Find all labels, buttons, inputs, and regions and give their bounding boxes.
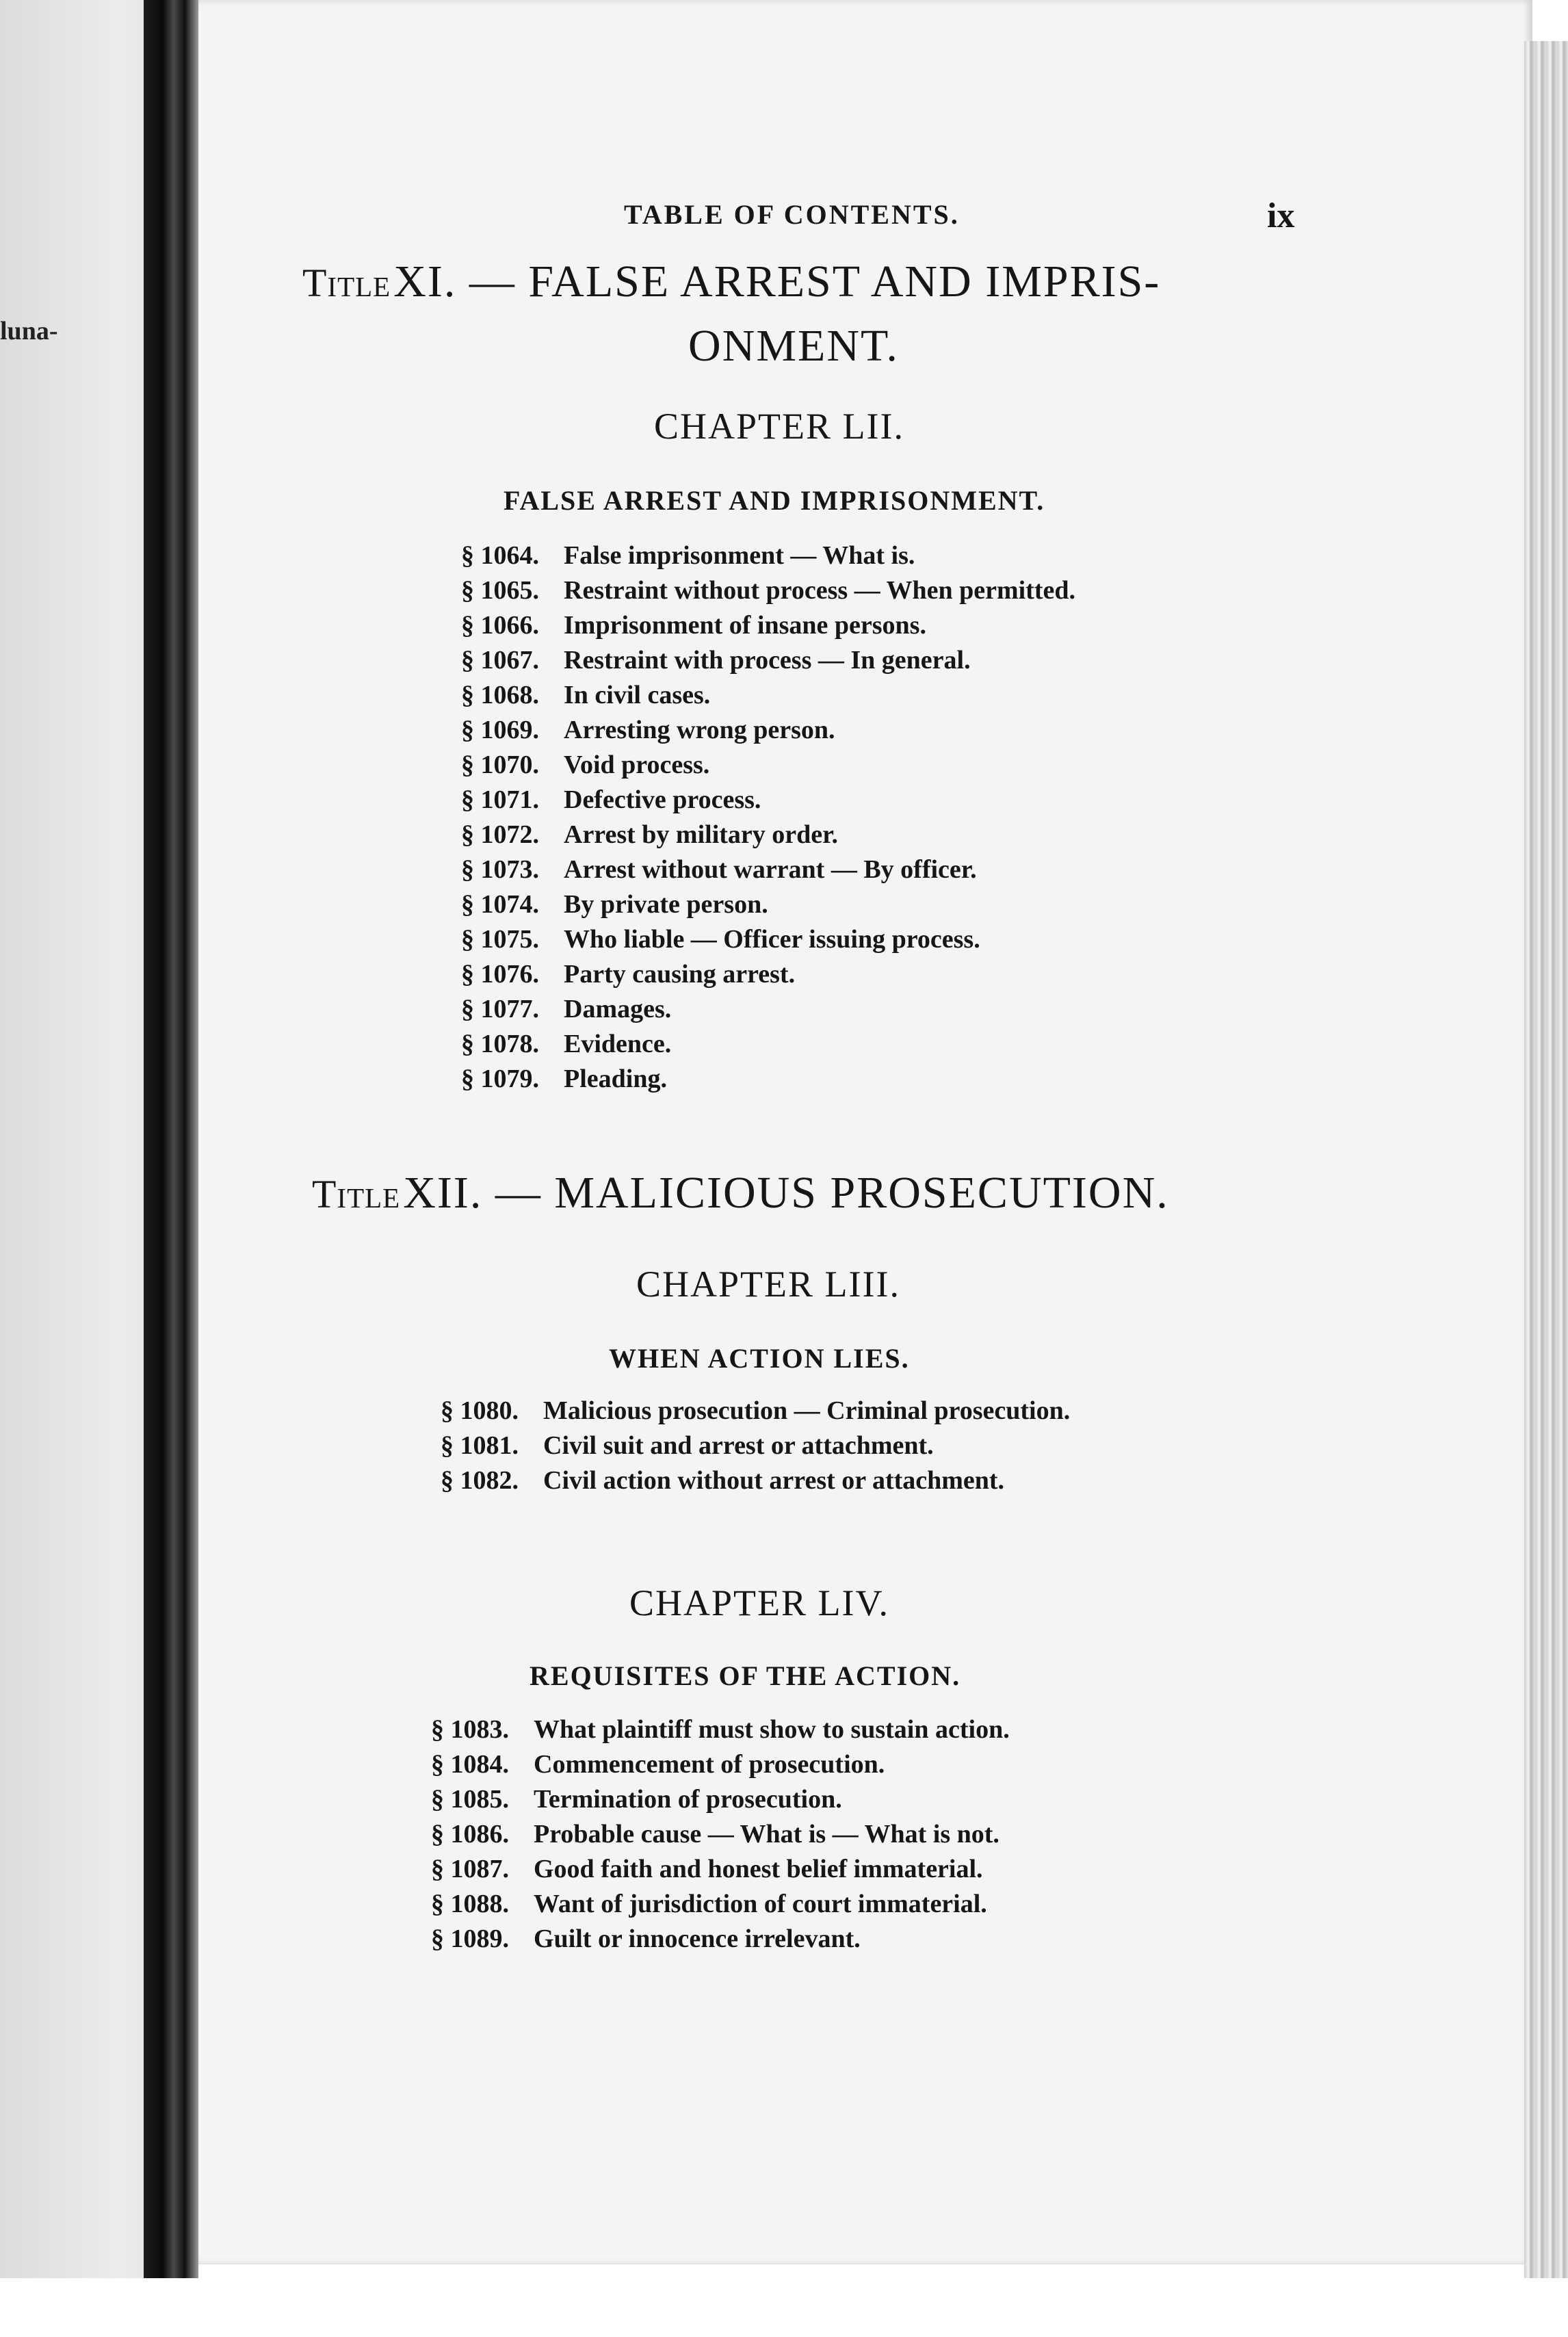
section-title: Defective process. xyxy=(564,785,761,814)
section-title: Party causing arrest. xyxy=(564,960,796,989)
toc-row[interactable] xyxy=(431,1924,1010,1959)
section-title: Who liable — Officer issuing process. xyxy=(564,925,980,954)
toc-row[interactable] xyxy=(441,1396,1070,1431)
chapter-lii-section-list xyxy=(461,540,1075,1099)
title-xii-heading xyxy=(312,1167,1169,1219)
toc-row[interactable] xyxy=(461,1064,1075,1099)
section-title: Imprisonment of insane persons. xyxy=(564,611,926,640)
toc-row[interactable] xyxy=(461,715,1075,750)
section-number: § 1084. xyxy=(431,1750,509,1779)
book-spine xyxy=(144,0,198,2337)
toc-row[interactable] xyxy=(461,750,1075,785)
toc-row[interactable] xyxy=(441,1431,1070,1465)
toc-row[interactable] xyxy=(461,680,1075,715)
title-xi-heading xyxy=(302,256,1160,308)
section-number: § 1070. xyxy=(461,750,539,779)
section-number: § 1081. xyxy=(441,1431,519,1460)
section-number: § 1078. xyxy=(461,1030,539,1058)
toc-row[interactable] xyxy=(461,889,1075,924)
chapter-lii-heading: CHAPTER LII. xyxy=(654,406,904,447)
section-number: § 1065. xyxy=(461,576,539,605)
toc-row[interactable] xyxy=(431,1819,1010,1854)
title-text: XI. — FALSE ARREST AND IMPRIS- xyxy=(393,257,1161,306)
section-title: Guilt or innocence irrelevant. xyxy=(534,1924,861,1953)
toc-row[interactable] xyxy=(441,1465,1070,1500)
toc-row[interactable] xyxy=(461,575,1075,610)
title-label: Title xyxy=(312,1172,401,1216)
chapter-liii-section-list xyxy=(441,1396,1070,1500)
section-title: Arrest without warrant — By officer. xyxy=(564,855,977,884)
section-title: Civil suit and arrest or attachment. xyxy=(543,1431,934,1460)
title-label: Title xyxy=(302,261,391,305)
section-title: Damages. xyxy=(564,995,672,1023)
toc-row[interactable] xyxy=(461,1029,1075,1064)
chapter-liv-section-list xyxy=(431,1714,1010,1959)
section-title: Restraint without process — When permitted. xyxy=(564,576,1075,605)
chapter-liii-heading: CHAPTER LIII. xyxy=(636,1264,900,1305)
section-number: § 1080. xyxy=(441,1396,519,1425)
section-number: § 1085. xyxy=(431,1785,509,1814)
chapter-lii-caption: FALSE ARREST AND IMPRISONMENT. xyxy=(504,485,1045,516)
section-number: § 1087. xyxy=(431,1855,509,1883)
section-title: Arresting wrong person. xyxy=(564,716,835,744)
toc-row[interactable] xyxy=(461,959,1075,994)
section-number: § 1086. xyxy=(431,1820,509,1849)
title-text: XII. — MALICIOUS PROSECUTION. xyxy=(403,1168,1169,1218)
section-title: Evidence. xyxy=(564,1030,672,1058)
section-title: Good faith and honest belief immaterial. xyxy=(534,1855,983,1883)
chapter-liv-caption: REQUISITES OF THE ACTION. xyxy=(530,1660,961,1691)
section-title: Civil action without arrest or attachment. xyxy=(543,1466,1005,1495)
bottom-margin xyxy=(0,2278,1568,2337)
toc-row[interactable] xyxy=(431,1889,1010,1924)
section-number: § 1068. xyxy=(461,681,539,709)
section-title: Probable cause — What is — What is not. xyxy=(534,1820,999,1849)
toc-row[interactable] xyxy=(431,1854,1010,1889)
section-number: § 1079. xyxy=(461,1065,539,1093)
toc-row[interactable] xyxy=(431,1784,1010,1819)
section-title: Arrest by military order. xyxy=(564,820,839,849)
section-number: § 1083. xyxy=(431,1715,509,1744)
toc-row[interactable] xyxy=(461,610,1075,645)
section-number: § 1069. xyxy=(461,716,539,744)
section-title: Void process. xyxy=(564,750,710,779)
section-number: § 1082. xyxy=(441,1466,519,1495)
left-page-text-fragment: luna- xyxy=(0,317,58,345)
section-number: § 1071. xyxy=(461,785,539,814)
title-xi-heading-continued: ONMENT. xyxy=(688,321,899,371)
running-head: TABLE OF CONTENTS. xyxy=(624,199,960,230)
toc-row[interactable] xyxy=(431,1714,1010,1749)
section-number: § 1077. xyxy=(461,995,539,1023)
chapter-liv-heading: CHAPTER LIV. xyxy=(629,1582,890,1623)
page-number: ix xyxy=(1267,196,1295,235)
toc-row[interactable] xyxy=(461,540,1075,575)
page-edges xyxy=(1524,41,1568,2285)
section-title: Restraint with process — In general. xyxy=(564,646,971,675)
section-title: Commencement of prosecution. xyxy=(534,1750,885,1779)
section-title: In civil cases. xyxy=(564,681,711,709)
toc-row[interactable] xyxy=(461,820,1075,854)
toc-row[interactable] xyxy=(461,924,1075,959)
section-number: § 1075. xyxy=(461,925,539,954)
section-number: § 1067. xyxy=(461,646,539,675)
section-number: § 1089. xyxy=(431,1924,509,1953)
section-number: § 1076. xyxy=(461,960,539,989)
section-number: § 1073. xyxy=(461,855,539,884)
toc-row[interactable] xyxy=(461,994,1075,1029)
section-title: Pleading. xyxy=(564,1065,667,1093)
section-number: § 1064. xyxy=(461,541,539,570)
section-number: § 1066. xyxy=(461,611,539,640)
section-number: § 1074. xyxy=(461,890,539,919)
section-title: Termination of prosecution. xyxy=(534,1785,842,1814)
section-title: Want of jurisdiction of court immaterial. xyxy=(534,1890,987,1918)
section-number: § 1072. xyxy=(461,820,539,849)
section-title: Malicious prosecution — Criminal prosecution. xyxy=(543,1396,1071,1425)
section-number: § 1088. xyxy=(431,1890,509,1918)
section-title: By private person. xyxy=(564,890,768,919)
toc-row[interactable] xyxy=(461,645,1075,680)
toc-row[interactable] xyxy=(431,1749,1010,1784)
chapter-liii-caption: WHEN ACTION LIES. xyxy=(609,1343,910,1374)
toc-row[interactable] xyxy=(461,854,1075,889)
toc-row[interactable] xyxy=(461,785,1075,820)
section-title: False imprisonment — What is. xyxy=(564,541,915,570)
section-title: What plaintiff must show to sustain action. xyxy=(534,1715,1010,1744)
